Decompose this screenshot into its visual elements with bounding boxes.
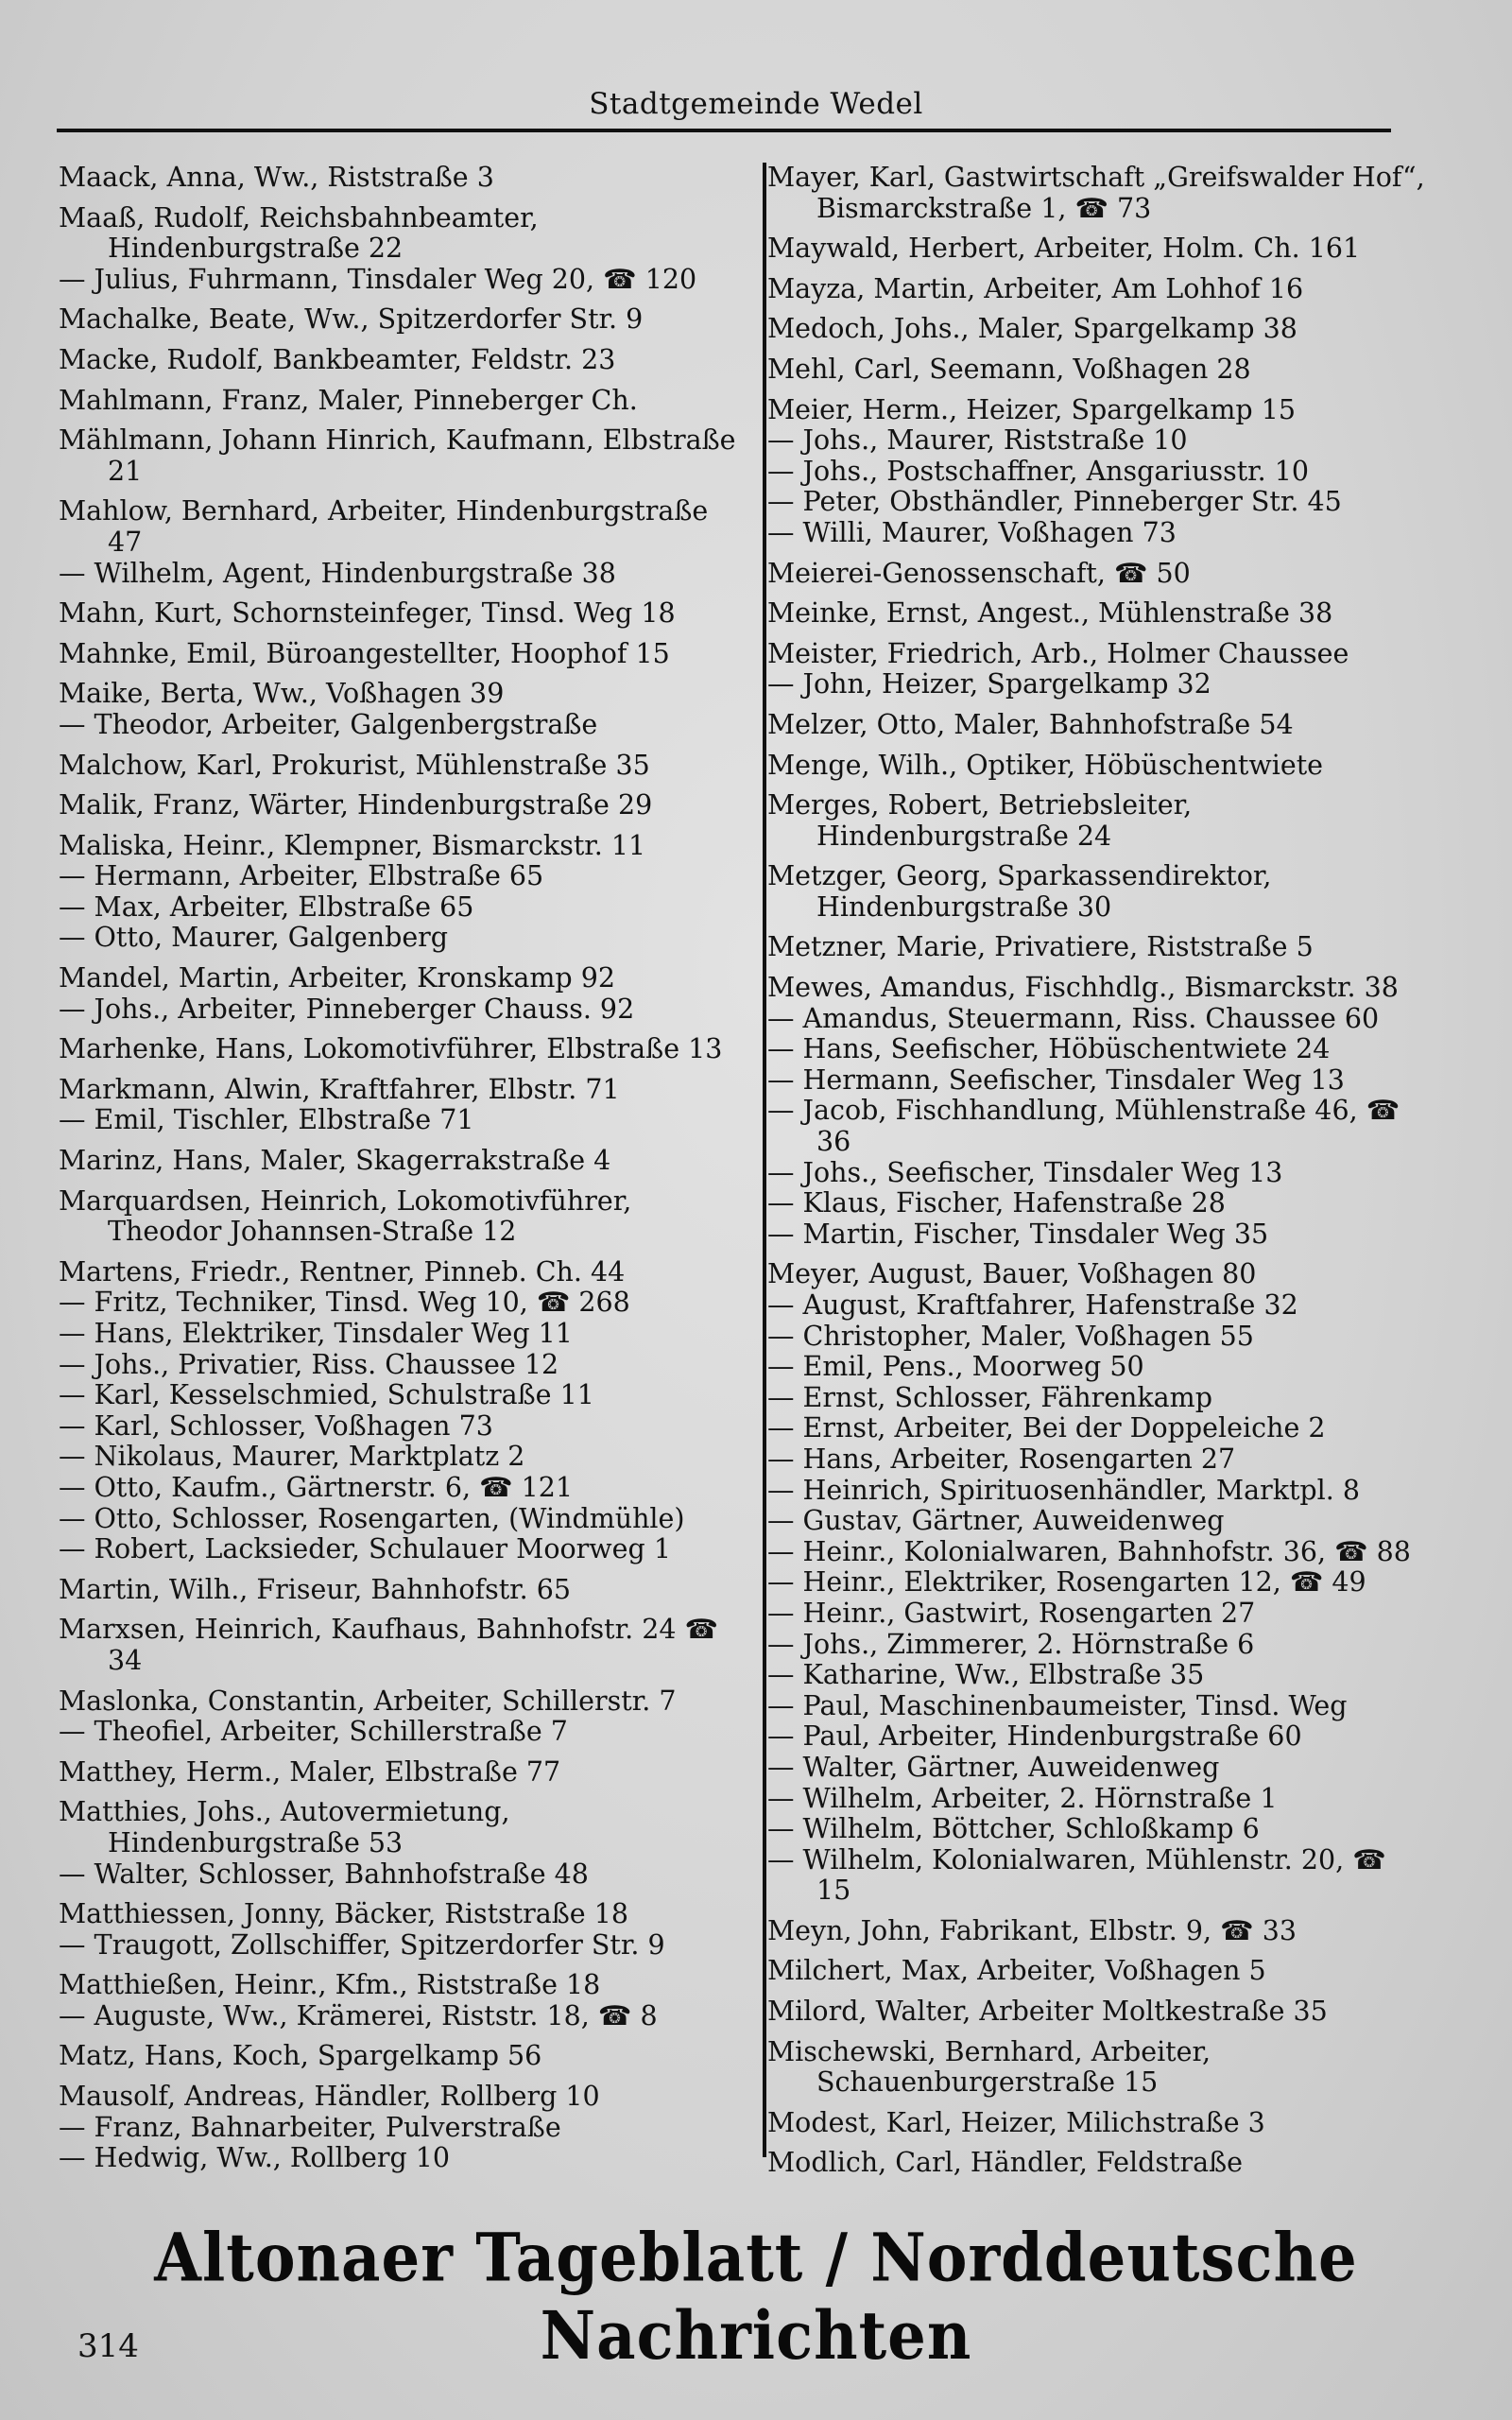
directory-entry: Matthey, Herm., Maler, Elbstraße 77 xyxy=(59,1755,561,1788)
directory-entry: Meier, Herm., Heizer, Spargelkamp 15 xyxy=(767,393,1296,425)
directory-entry: Meyer, August, Bauer, Voßhagen 80 xyxy=(767,1258,1257,1290)
directory-entry: Milord, Walter, Arbeiter Moltkestraße 35 xyxy=(767,1996,1328,2028)
right-column xyxy=(767,163,1429,2179)
directory-entry: Medoch, Johs., Maler, Spargelkamp 38 xyxy=(767,313,1297,345)
directory-entry: — Hedwig, Ww., Rollberg 10 xyxy=(59,2142,451,2174)
directory-entry: — Jacob, Fischhandlung, Mühlenstraße 46, ☎ 36 xyxy=(767,1095,1400,1158)
newspaper-ad-title: Altonaer Tageblatt / Norddeutsche Nachrichten xyxy=(154,2219,1358,2376)
directory-entry: — John, Heizer, Spargelkamp 32 xyxy=(767,668,1211,700)
directory-entry: — Paul, Maschinenbaumeister, Tinsd. Weg xyxy=(767,1689,1348,1721)
directory-entry: — Johs., Zimmerer, 2. Hörnstraße 6 xyxy=(767,1628,1255,1660)
page-number: 314 xyxy=(77,2327,139,2365)
directory-entry: — Ernst, Arbeiter, Bei der Doppeleiche 2 xyxy=(767,1412,1326,1444)
directory-entry: Matz, Hans, Koch, Spargelkamp 56 xyxy=(59,2040,542,2072)
directory-entry: — Katharine, Ww., Elbstraße 35 xyxy=(767,1659,1205,1691)
directory-entry: — Hermann, Seefischer, Tinsdaler Weg 13 xyxy=(767,1063,1345,1096)
directory-entry: Mählmann, Johann Hinrich, Kaufmann, Elbstraße 21 xyxy=(59,424,736,487)
directory-entry: — Johs., Postschaffner, Ansgariusstr. 10 xyxy=(767,455,1310,487)
directory-entry: — Johs., Arbeiter, Pinneberger Chauss. 92 xyxy=(59,993,635,1025)
directory-entry: Mahlmann, Franz, Maler, Pinneberger Ch. xyxy=(59,384,638,416)
directory-entry: Maike, Berta, Ww., Voßhagen 39 xyxy=(59,678,505,710)
directory-entry: — Johs., Privatier, Riss. Chaussee 12 xyxy=(59,1348,559,1380)
directory-entry: Modest, Karl, Heizer, Milichstraße 3 xyxy=(767,2106,1265,2138)
directory-entry: — Wilhelm, Agent, Hindenburgstraße 38 xyxy=(59,557,616,589)
directory-entry: — Heinr., Kolonialwaren, Bahnhofstr. 36, ☎ 88 xyxy=(767,1535,1411,1567)
directory-entry: Mehl, Carl, Seemann, Voßhagen 28 xyxy=(767,353,1251,385)
page-header: Stadtgemeinde Wedel xyxy=(589,87,923,121)
directory-entry: — Nikolaus, Maurer, Marktplatz 2 xyxy=(59,1441,525,1473)
directory-entry: — Walter, Gärtner, Auweidenweg xyxy=(767,1751,1220,1783)
directory-entry: Menge, Wilh., Optiker, Höbüschentwiete xyxy=(767,749,1324,781)
directory-entry: Macke, Rudolf, Bankbeamter, Feldstr. 23 xyxy=(59,343,616,375)
directory-entry: Mahlow, Bernhard, Arbeiter, Hindenburgstraße 47 xyxy=(59,495,709,558)
directory-entry: Mayza, Martin, Arbeiter, Am Lohhof 16 xyxy=(767,272,1304,304)
directory-entry: — Martin, Fischer, Tinsdaler Weg 35 xyxy=(767,1218,1269,1250)
directory-entry: — Willi, Maurer, Voßhagen 73 xyxy=(767,516,1177,548)
column-divider xyxy=(763,163,766,2157)
directory-entry: Matthiessen, Jonny, Bäcker, Riststraße 18 xyxy=(59,1898,628,1930)
directory-entry: Meyn, John, Fabrikant, Elbstr. 9, ☎ 33 xyxy=(767,1914,1297,1946)
directory-entry: — Traugott, Zollschiffer, Spitzerdorfer Str. 9 xyxy=(59,1928,665,1961)
directory-entry: Marquardsen, Heinrich, Lokomotivführer, Theodor Johannsen-Straße 12 xyxy=(59,1184,632,1248)
directory-entry: — Peter, Obsthändler, Pinneberger Str. 45 xyxy=(767,486,1342,518)
directory-entry: — Otto, Schlosser, Rosengarten, (Windmühle) xyxy=(59,1502,685,1534)
directory-entry: — Theodor, Arbeiter, Galgenbergstraße xyxy=(59,708,598,740)
directory-entry: — Otto, Kaufm., Gärtnerstr. 6, ☎ 121 xyxy=(59,1471,574,1503)
directory-entry: — Wilhelm, Arbeiter, 2. Hörnstraße 1 xyxy=(767,1782,1278,1814)
directory-entry: Marxsen, Heinrich, Kaufhaus, Bahnhofstr. 24 ☎ 34 xyxy=(59,1614,719,1676)
directory-entry: — Auguste, Ww., Krämerei, Riststr. 18, ☎ 8 xyxy=(59,1999,658,2031)
directory-entry: — Gustav, Gärtner, Auweidenweg xyxy=(767,1505,1225,1537)
directory-entry: — Fritz, Techniker, Tinsd. Weg 10, ☎ 268 xyxy=(59,1287,630,1319)
directory-entry: Mausolf, Andreas, Händler, Rollberg 10 xyxy=(59,2081,600,2113)
directory-entry: Martens, Friedr., Rentner, Pinneb. Ch. 44 xyxy=(59,1255,626,1288)
left-column xyxy=(59,163,748,2174)
directory-entry: Maslonka, Constantin, Arbeiter, Schillerstr. 7 xyxy=(59,1685,677,1717)
directory-entry: — Johs., Seefischer, Tinsdaler Weg 13 xyxy=(767,1156,1283,1188)
directory-entry: — Ernst, Schlosser, Fährenkamp xyxy=(767,1381,1212,1413)
directory-entry: Mischewski, Bernhard, Arbeiter, Schauenburgerstraße 15 xyxy=(767,2035,1211,2099)
directory-entry: — Max, Arbeiter, Elbstraße 65 xyxy=(59,890,474,923)
directory-entry: Meierei-Genossenschaft, ☎ 50 xyxy=(767,557,1191,589)
directory-entry: — Heinr., Elektriker, Rosengarten 12, ☎ 49 xyxy=(767,1566,1366,1599)
directory-entry: Meister, Friedrich, Arb., Holmer Chaussee xyxy=(767,637,1349,669)
directory-entry: — Amandus, Steuermann, Riss. Chaussee 60 xyxy=(767,1002,1380,1034)
directory-entry: — Franz, Bahnarbeiter, Pulverstraße xyxy=(59,2111,561,2143)
directory-entry: — Paul, Arbeiter, Hindenburgstraße 60 xyxy=(767,1720,1302,1753)
directory-entry: Matthies, Johs., Autovermietung, Hindenburgstraße 53 xyxy=(59,1796,510,1858)
directory-entry: Melzer, Otto, Maler, Bahnhofstraße 54 xyxy=(767,708,1294,740)
directory-entry: Maaß, Rudolf, Reichsbahnbeamter, Hindenburgstraße 22 xyxy=(59,201,539,265)
directory-entry: Mayer, Karl, Gastwirtschaft „Greifswalder Hof“, Bismarckstraße 1, ☎ 73 xyxy=(767,162,1425,224)
directory-entry: Martin, Wilh., Friseur, Bahnhofstr. 65 xyxy=(59,1573,572,1605)
directory-entry: — Robert, Lacksieder, Schulauer Moorweg 1 xyxy=(59,1533,671,1565)
directory-entry: Metzger, Georg, Sparkassendirektor, Hindenburgstraße 30 xyxy=(767,860,1272,923)
directory-entry: Malik, Franz, Wärter, Hindenburgstraße 29 xyxy=(59,789,653,821)
directory-entry: — August, Kraftfahrer, Hafenstraße 32 xyxy=(767,1289,1298,1321)
directory-entry: Metzner, Marie, Privatiere, Riststraße 5 xyxy=(767,931,1314,963)
directory-entry: — Emil, Pens., Moorweg 50 xyxy=(767,1351,1144,1383)
directory-entry: — Klaus, Fischer, Hafenstraße 28 xyxy=(767,1187,1226,1219)
directory-entry: — Hans, Arbeiter, Rosengarten 27 xyxy=(767,1443,1236,1475)
directory-entry: — Otto, Maurer, Galgenberg xyxy=(59,922,449,954)
directory-entry: — Julius, Fuhrmann, Tinsdaler Weg 20, ☎ 120 xyxy=(59,263,697,295)
directory-entry: Matthießen, Heinr., Kfm., Riststraße 18 xyxy=(59,1969,601,2001)
directory-entry: Malchow, Karl, Prokurist, Mühlenstraße 35 xyxy=(59,749,650,781)
directory-entry: — Hermann, Arbeiter, Elbstraße 65 xyxy=(59,860,544,892)
directory-entry: — Christopher, Maler, Voßhagen 55 xyxy=(767,1320,1254,1352)
directory-entry: Mahnke, Emil, Büroangestellter, Hoophof 15 xyxy=(59,637,670,669)
directory-entry: Mahn, Kurt, Schornsteinfeger, Tinsd. Weg 18 xyxy=(59,597,676,630)
directory-entry: — Theofiel, Arbeiter, Schillerstraße 7 xyxy=(59,1716,568,1748)
directory-entry: Maywald, Herbert, Arbeiter, Holm. Ch. 161 xyxy=(767,233,1361,265)
directory-entry: — Johs., Maurer, Riststraße 10 xyxy=(767,424,1188,457)
directory-entry: Mandel, Martin, Arbeiter, Kronskamp 92 xyxy=(59,962,615,994)
directory-entry: Modlich, Carl, Händler, Feldstraße xyxy=(767,2147,1243,2179)
directory-entry: — Wilhelm, Böttcher, Schloßkamp 6 xyxy=(767,1813,1260,1845)
directory-entry: — Heinr., Gastwirt, Rosengarten 27 xyxy=(767,1597,1256,1629)
directory-entry: Maliska, Heinr., Klempner, Bismarckstr. 11 xyxy=(59,829,646,861)
directory-entry: — Karl, Kesselschmied, Schulstraße 11 xyxy=(59,1379,594,1411)
directory-entry: Meinke, Ernst, Angest., Mühlenstraße 38 xyxy=(767,597,1333,630)
header-rule xyxy=(57,129,1391,132)
directory-entry: — Hans, Seefischer, Höbüschentwiete 24 xyxy=(767,1033,1331,1065)
directory-entry: — Karl, Schlosser, Voßhagen 73 xyxy=(59,1409,493,1442)
directory-entry: — Wilhelm, Kolonialwaren, Mühlenstr. 20, ☎ 15 xyxy=(767,1843,1386,1907)
directory-entry: Marinz, Hans, Maler, Skagerrakstraße 4 xyxy=(59,1145,611,1177)
directory-entry: Milchert, Max, Arbeiter, Voßhagen 5 xyxy=(767,1955,1266,1987)
directory-entry: Maack, Anna, Ww., Riststraße 3 xyxy=(59,162,494,193)
directory-entry: — Heinrich, Spirituosenhändler, Marktpl. 8 xyxy=(767,1474,1361,1506)
directory-entry: Merges, Robert, Betriebsleiter, Hindenburgstraße 24 xyxy=(767,789,1193,852)
directory-entry: — Walter, Schlosser, Bahnhofstraße 48 xyxy=(59,1858,589,1890)
directory-entry: Mewes, Amandus, Fischhdlg., Bismarckstr. 38 xyxy=(767,972,1399,1004)
directory-entry: Marhenke, Hans, Lokomotivführer, Elbstraße 13 xyxy=(59,1033,723,1065)
directory-entry: Markmann, Alwin, Kraftfahrer, Elbstr. 71 xyxy=(59,1073,620,1105)
directory-entry: — Emil, Tischler, Elbstraße 71 xyxy=(59,1104,474,1136)
directory-entry: Machalke, Beate, Ww., Spitzerdorfer Str. 9 xyxy=(59,303,644,336)
directory-entry: — Hans, Elektriker, Tinsdaler Weg 11 xyxy=(59,1318,573,1349)
